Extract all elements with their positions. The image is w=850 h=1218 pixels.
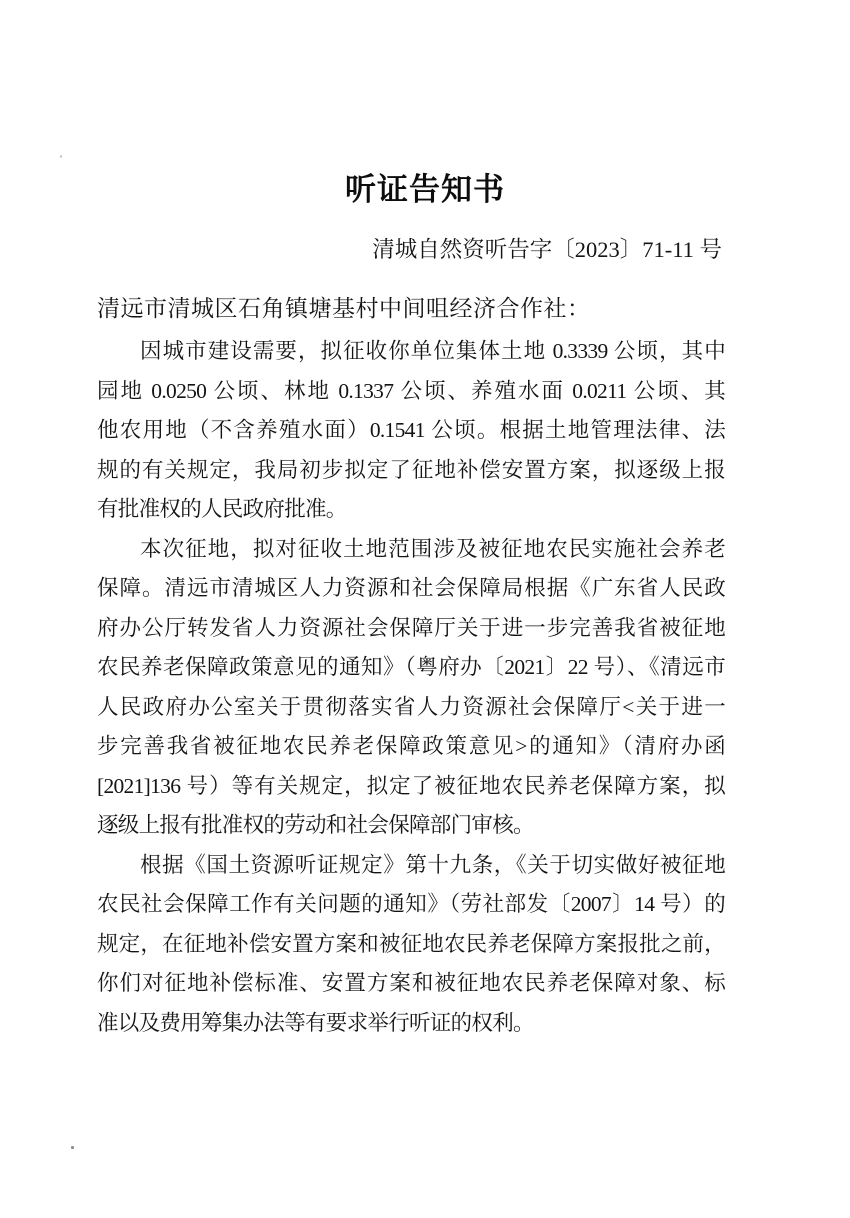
recipient-line: 清远市清城区石角镇塘基村中间咀经济合作社： (97, 296, 591, 321)
body-line: 府办公厅转发省人力资源社会保障厅关于进一步完善我省被征地 (97, 615, 725, 640)
body-line: 因城市建设需要，拟征收你单位集体土地 0.3339 公顷，其中 (140, 339, 725, 363)
body-line: 园地 0.0250 公顷、林地 0.1337 公顷、养殖水面 0.0211 公顷、其 (97, 378, 725, 403)
body-line: 准以及费用筹集办法等有要求举行听证的权利。 (97, 1010, 534, 1035)
body-line: 人民政府办公室关于贯彻落实省人力资源社会保障厅<关于进一 (97, 694, 725, 719)
scan-artifact-dot (60, 155, 62, 158)
body-line: 农民社会保障工作有关问题的通知》（劳社部发〔2007〕14 号）的 (97, 892, 725, 916)
document-reference-number: 清城自然资听告字〔2023〕71-11 号 (372, 237, 722, 262)
body-line: 他农用地（不含养殖水面）0.1541 公顷。根据土地管理法律、法 (97, 418, 725, 442)
body-line: 你们对征地补偿标准、安置方案和被征地农民养老保障对象、标 (97, 971, 725, 995)
body-line: 有批准权的人民政府批准。 (97, 497, 347, 521)
body-line: 规的有关规定，我局初步拟定了征地补偿安置方案，拟逐级上报 (97, 457, 725, 482)
body-line: 本次征地，拟对征收土地范围涉及被征地农民实施社会养老 (140, 536, 725, 561)
body-line: 保障。清远市清城区人力资源和社会保障局根据《广东省人民政 (97, 576, 725, 600)
body-line: 根据《国土资源听证规定》第十九条，《关于切实做好被征地 (140, 852, 725, 877)
body-line: [2021]136 号）等有关规定，拟定了被征地农民养老保障方案，拟 (97, 773, 725, 798)
document-body (97, 332, 725, 1043)
body-line: 规定，在征地补偿安置方案和被征地农民养老保障方案报批之前， (97, 931, 725, 956)
body-line: 农民养老保障政策意见的通知》（粤府办〔2021〕22 号）、《清远市 (97, 655, 725, 679)
body-line: 步完善我省被征地农民养老保障政策意见>的通知》（清府办函 (97, 734, 725, 758)
document-title: 听证告知书 (345, 172, 505, 207)
scan-artifact-dot (71, 1146, 74, 1149)
body-line: 逐级上报有批准权的劳动和社会保障部门审核。 (97, 813, 534, 837)
